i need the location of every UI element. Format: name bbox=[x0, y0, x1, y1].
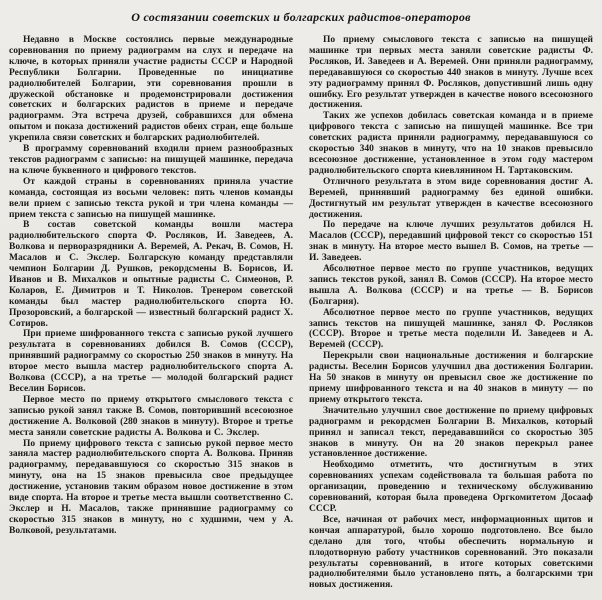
paragraph: Все, начиная от рабочих мест, информационных щитов и кончая аппаратурой, было хорошо подготовлено. Все было сделано для того, чтобы обеспечить нормальную и плодотворную работу участников соревнований. Это показали результаты соревнований, в итоге которых советскими радиолюбителями было установлено пять, а болгарскими три новых достижения. bbox=[309, 514, 593, 591]
paragraph: Значительно улучшил свое достижение по приему цифровых радиограмм и рекордсмен Болгарии В. Михалков, который принял и записал текст, передававшийся со скоростью 305 знаков в минуту. Он на 20 знаков перекрыл ранее установленное достижение. bbox=[309, 405, 593, 460]
article-title: О состязании советских и болгарских радистов-операторов bbox=[131, 10, 471, 24]
paragraph: В программу соревнований входили прием разнообразных текстов радиограмм с записью: на пишущей машинке, передача на ключе буквенного и цифрового текстов. bbox=[9, 144, 293, 176]
paragraph: По передаче на ключе лучших результатов добился Н. Масалов (СССР), передавший цифровой текст со скоростью 151 знак в минуту. На второе место вышел В. Сомов, на третье — И. Заведеев. bbox=[309, 220, 593, 264]
paragraph: От каждой страны в соревнованиях приняла участие команда, состоящая из восьми человек: пять членов команды вели прием с записью текста рукой и три члена команды — прием текста с записью на пишущей машинке. bbox=[9, 176, 293, 220]
column-right bbox=[309, 35, 593, 591]
paragraph: Необходимо отметить, что достигнутым в этих соревнованиях успехам содействовала та большая работа по организации, проведению и техническому обслуживанию соревнований, которая была проведена Оргкомитетом Досааф СССР. bbox=[309, 460, 593, 514]
paragraph: По приему цифрового текста с записью рукой первое место заняла мастер радиолюбительского спорта А. Волкова. Приняв радиограмму, передававшуюся со скоростью 315 знаков в минуту, она на 15 знаков превысила свое предыдущее достижение, установив таким образом новое достижение в этом виде спорта. На второе и третье места вышли соответственно С. Экслер и Н. Масалов, также принявшие радиограмму со скоростью 315 знаков в минуту, но с худшими, чем у А. Волковой, результатами. bbox=[9, 438, 293, 536]
article-body bbox=[9, 35, 593, 591]
paragraph: Таких же успехов добилась советская команда и в приеме цифрового текста с записью на пишущей машинке. Все три советских радиста приняли радиограмму, передававшуюся со скоростью 340 знаков в минуту, что на 10 знаков превысило всесоюзное достижение, установленное в этом году мастером радиолюбительского спорта киевлянином Н. Тартаковским. bbox=[309, 111, 593, 176]
paragraph: Перекрыли свои национальные достижения и болгарские радисты. Веселин Борисов улучшил два достижения Болгарии. На 50 знаков в минуту он превысил свое же достижение по приему шифрованного текста и на 40 знаков в минуту — по приему открытого текста. bbox=[309, 351, 593, 405]
column-left bbox=[9, 35, 293, 591]
paragraph: Отличного результата в этом виде соревнования достиг А. Веремей, принявший радиограмму без единой ошибки. Достигнутый им результат утвержден в качестве всесоюзного достижения. bbox=[309, 176, 593, 220]
paragraph: Абсолютное первое место по группе участников, ведущих запись текстов на пишущей машинке, занял Ф. Росляков (СССР). Второе и третье места поделили И. Заведеев и А. Веремей (СССР). bbox=[309, 307, 593, 351]
paragraph: Недавно в Москве состоялись первые международные соревнования по приему радиограмм на слух и передаче на ключе, в которых приняли участие радисты СССР и Народной Республики Болгарии. Проведенные по инициативе радиолюбителей Болгарии, эти соревнования прошли в дружеской обстановке и продемонстрировали достижения советских и болгарских радистов в приеме и передаче радиограмм. Эта встреча друзей, собравшихся для обмена опытом и показа достижений радистов обеих стран, еще больше укрепила связи советских и болгарских радиолюбителей. bbox=[9, 35, 293, 144]
paragraph: Первое место по приему открытого смыслового текста с записью рукой занял также В. Сомов, повторивший всесоюзное достижение А. Волковой (280 знаков в минуту). Второе и третье места заняли советские радисты А. Волкова и С. Экслер. bbox=[9, 394, 293, 438]
paragraph: При приеме шифрованного текста с записью рукой лучшего результата в соревнованиях добился В. Сомов (СССР), принявший радиограмму со скоростью 250 знаков в минуту. На второе место вышла мастер радиолюбительского спорта А. Волкова (СССР), а на третье — молодой болгарский радист Веселин Борисов. bbox=[9, 329, 293, 394]
paragraph: В состав советской команды вошли мастера радиолюбительского спорта Ф. Росляков, И. Заведеев, А. Волкова и перворазрядники А. Веремей, А. Рекач, В. Сомов, Н. Масалов и С. Экслер. Болгарскую команду представляли чемпион Болгарии Д. Рушков, рекордсмены В. Борисов, И. Иванов и В. Михалков и опытные радисты С. Симеонов, Р. Коларов, Е. Димитров и Т. Николов. Тренером советской команды был мастер радиолюбительского спорта Ю. Прозоровский, а болгарской — известный болгарский радист Х. Сотиров. bbox=[9, 220, 293, 329]
paragraph: Абсолютное первое место по группе участников, ведущих запись текстов рукой, занял В. Сомов (СССР). На второе место вышла А. Волкова (СССР) и на третье — В. Борисов (Болгария). bbox=[309, 264, 593, 307]
paragraph: По приему смыслового текста с записью на пишущей машинке три первых места заняли советские радисты Ф. Росляков, И. Заведеев и А. Веремей. Они приняли радиограмму, передававшуюся со скоростью 440 знаков в минуту. Лучше всех эту радиограмму принял Ф. Росляков, допустивший лишь одну ошибку. Его результат утвержден в качестве нового всесоюзного достижения. bbox=[309, 35, 593, 111]
